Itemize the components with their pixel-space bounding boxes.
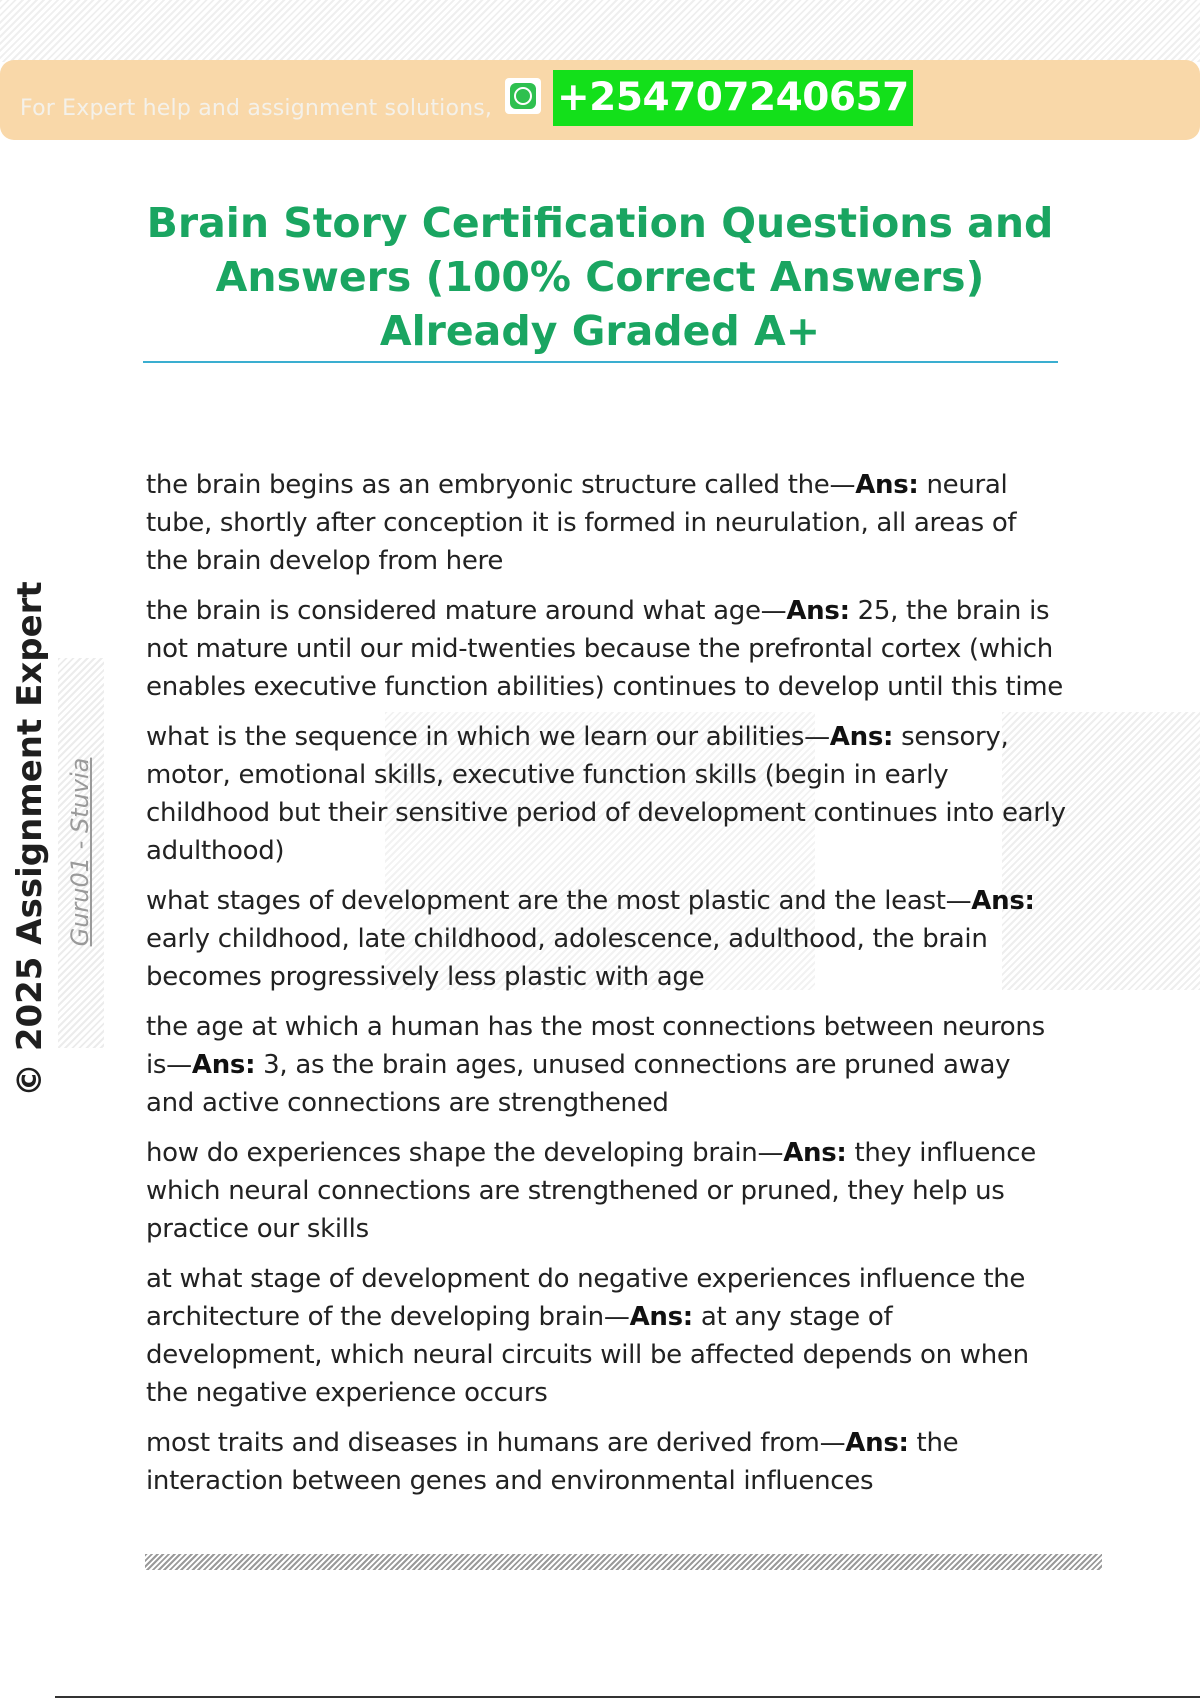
qa-item: [146, 1260, 1066, 1412]
whatsapp-icon[interactable]: [505, 78, 541, 114]
qa-item: [146, 1424, 1066, 1500]
qa-item: [146, 466, 1066, 580]
qa-item: [146, 882, 1066, 996]
phone-number[interactable]: +254707240657: [553, 70, 913, 126]
answer-text: 3, as the brain ages, unused connections are pruned away and active connections are strengthened: [146, 1050, 1011, 1118]
answer-label: Ans:: [829, 722, 894, 752]
question-text: how do experiences shape the developing brain—: [146, 1138, 784, 1168]
answer-label: Ans:: [855, 470, 919, 500]
question-text: the brain begins as an embryonic structure called the—: [146, 470, 856, 500]
question-text: the brain is considered mature around what age—: [146, 596, 787, 626]
answer-text: the interaction between genes and environmental influences: [146, 1428, 959, 1496]
answer-text: 25, the brain is not mature until our mid-twenties because the prefrontal cortex (which enables executive function abilities) continues to develop until this time: [146, 596, 1063, 702]
end-divider: [145, 1554, 1102, 1570]
answer-label: Ans:: [786, 596, 850, 626]
answer-text: at any stage of development, which neural circuits will be affected depends on when the negative experience occurs: [146, 1302, 1029, 1408]
qa-list: [146, 466, 1066, 1512]
qa-item: [146, 1134, 1066, 1248]
question-text: what stages of development are the most plastic and the least—: [146, 886, 972, 916]
qa-item: [146, 718, 1066, 870]
question-text: most traits and diseases in humans are derived from—: [146, 1428, 846, 1458]
watermark-label: Guru01 - Stuvia: [66, 757, 94, 947]
answer-label: Ans:: [971, 886, 1035, 916]
answer-text: sensory, motor, emotional skills, executive function skills (begin in early childhood but their sensitive period of development continues into early adulthood): [146, 722, 1066, 866]
question-text: what is the sequence in which we learn our abilities—: [146, 722, 830, 752]
question-text: at what stage of development do negative experiences influence the architecture of the developing brain—: [146, 1264, 1026, 1332]
footer-rule: [55, 1696, 1200, 1698]
answer-label: Ans:: [783, 1138, 847, 1168]
answer-label: Ans:: [845, 1428, 909, 1458]
top-hatch-band: [0, 0, 1200, 62]
banner-text: For Expert help and assignment solutions,: [20, 96, 493, 121]
question-text: the age at which a human has the most connections between neurons is—: [146, 1012, 1045, 1080]
copyright-label: © 2025 Assignment Expert: [10, 581, 50, 1097]
answer-label: Ans:: [629, 1302, 693, 1332]
qa-item: [146, 1008, 1066, 1122]
document-title: Brain Story Certification Questions and Answers (100% Correct Answers) Already Graded A+: [146, 199, 1054, 355]
answer-text: neural tube, shortly after conception it is formed in neurulation, all areas of the brain develop from here: [146, 470, 1017, 576]
title-underline: [143, 361, 1058, 363]
answer-label: Ans:: [191, 1050, 256, 1080]
qa-item: [146, 592, 1066, 706]
answer-text: early childhood, late childhood, adolescence, adulthood, the brain becomes progressively less plastic with age: [146, 924, 988, 992]
answer-text: they influence which neural connections are strengthened or pruned, they help us practice our skills: [146, 1138, 1036, 1244]
